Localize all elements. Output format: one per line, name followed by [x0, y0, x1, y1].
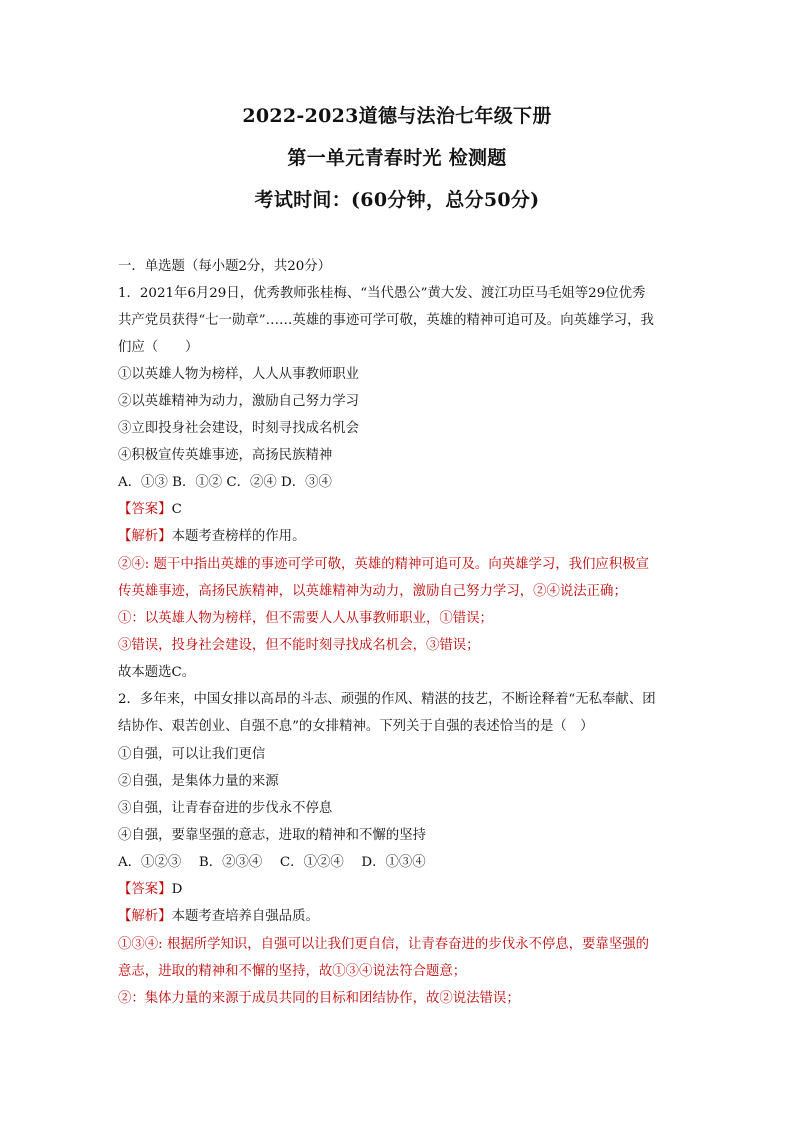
q1-stem-line: 们应（ ） [118, 340, 199, 355]
answer-value: D [171, 882, 183, 897]
answer-tag: 【答案】 [118, 882, 172, 897]
q1-stem-line: 1．2021年6月29日，优秀教师张桂梅、“当代愚公”黄大发、渡江功臣马毛姐等29位优秀 [118, 286, 646, 301]
q2-stem-line: 2．多年来，中国女排以高昂的斗志、顽强的作风、精湛的技艺，不断诠释着“无私奉献、团 [118, 692, 656, 707]
q2-option: ③自强，让青春奋进的步伐永不停息 [118, 801, 333, 816]
document-title: 2022-2023道德与法治七年级下册 [242, 105, 552, 127]
exam-time-info: 考试时间：(60分钟，总分50分) [254, 189, 540, 211]
q2-analysis-line: ②：集体力量的来源于成员共同的目标和团结协作，故②说法错误； [118, 991, 520, 1006]
q1-option: ①以英雄人物为榜样，人人从事教师职业 [118, 367, 360, 382]
analysis-intro: 本题考查榜样的作用。 [171, 529, 306, 544]
q1-answer [118, 500, 688, 520]
q1-analysis-line: ③错误，投身社会建设，但不能时刻寻找成名机会，③错误； [118, 638, 480, 653]
q2-answer [118, 880, 688, 900]
q1-analysis-line: 传英雄事迹，高扬民族精神，以英雄精神为动力，激励自己努力学习，②④说法正确； [118, 584, 627, 599]
section-heading: 一．单选题（每小题2分，共20分） [118, 259, 332, 274]
q1-analysis-line: ②④: 题干中指出英雄的事迹可学可敬，英雄的精神可追可及。向英雄学习，我们应积极宣 [118, 557, 649, 572]
q2-choices: A．①②③ B．②③④ C．①②④ D．①③④ [118, 855, 426, 870]
q1-option: ②以英雄精神为动力，激励自己努力学习 [118, 394, 360, 409]
analysis-tag: 【解析】 [118, 909, 172, 924]
answer-tag: 【答案】 [118, 502, 172, 517]
q1-analysis [118, 527, 688, 547]
q2-analysis-line: ①③④: 根据所学知识，自强可以让我们更自信，让青春奋进的步伐永不停息，要靠坚强的 [118, 937, 649, 952]
q2-analysis [118, 907, 688, 927]
analysis-intro: 本题考查培养自强品质。 [171, 909, 319, 924]
q2-option: ②自强，是集体力量的来源 [118, 774, 279, 789]
q1-stem-line: 共产党员获得“七一勋章”……英雄的事迹可学可敬，英雄的精神可追可及。向英雄学习，我 [118, 313, 654, 328]
answer-value: C [171, 502, 182, 517]
q1-conclusion: 故本题选C。 [118, 665, 196, 680]
q2-stem-line: 结协作、艰苦创业、自强不息”的女排精神。下列关于自强的表述恰当的是（ ） [118, 719, 594, 734]
q1-option: ③立即投身社会建设，时刻寻找成名机会 [118, 421, 360, 436]
q1-analysis-line: ①：以英雄人物为榜样，但不需要人人从事教师职业，①错误； [118, 611, 493, 626]
q1-option: ④积极宣传英雄事迹，高扬民族精神 [118, 448, 333, 463]
q2-option: ④自强，要靠坚强的意志，进取的精神和不懈的坚持 [118, 828, 426, 843]
q1-choices: A．①③ B．①② C．②④ D．③④ [118, 475, 332, 490]
q2-option: ①自强，可以让我们更信 [118, 747, 266, 762]
q2-analysis-line: 意志，进取的精神和不懈的坚持，故①③④说法符合题意； [118, 964, 467, 979]
document-subtitle: 第一单元青春时光 检测题 [287, 147, 507, 169]
analysis-tag: 【解析】 [118, 529, 172, 544]
